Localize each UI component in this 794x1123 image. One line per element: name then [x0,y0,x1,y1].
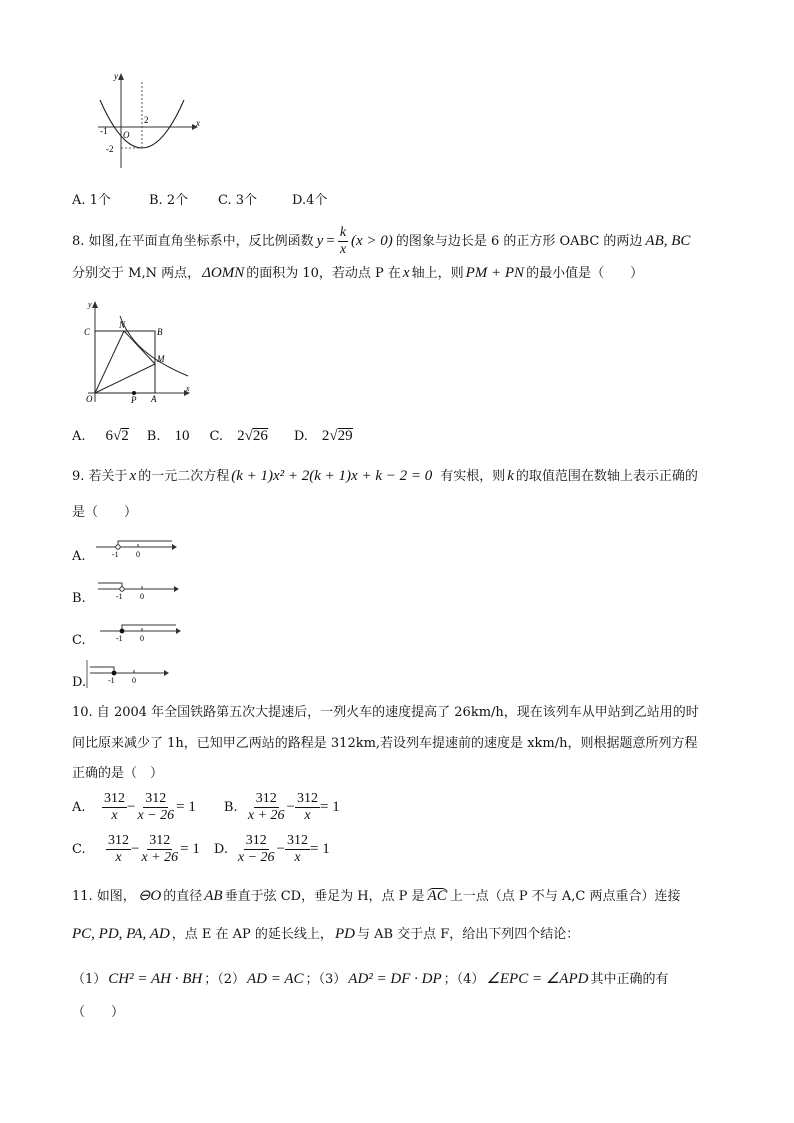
q9-option-b-label: B. [72,591,86,606]
q9-text-b: 的一元二次方程 [138,469,230,484]
q11-c2-label: ；（2） [204,972,245,987]
q11-circle: ⊖O [137,887,162,904]
q8-triangle: ΔOMN [202,265,245,281]
q9-a-zero: 0 [136,550,140,559]
q10-c-d1: x [115,850,122,865]
q10-c-frac1 [106,833,131,866]
q8-fig-c: C [84,327,91,337]
q11-c4-label: ；（4） [443,972,485,987]
q10-d-n2: 312 [287,833,308,848]
q10-d-d2: x [294,850,301,865]
q11-text-b: 的直径 [163,888,203,904]
q10-a-frac1 [102,791,127,824]
q10-c-n2: 312 [149,833,171,848]
q11-paren: （ ） [72,1005,125,1020]
q10-b-label: B. [223,800,238,815]
q9-a-open-dot [116,545,120,549]
q8-options [72,428,353,444]
q8-option-c-coef: 2 [237,427,245,444]
q11-c1: CH² = AH · BH [108,971,203,987]
q9-a-neg1: -1 [112,550,119,559]
q8-option-c-rad: 26 [252,428,268,444]
q9-option-b-numberline [96,580,180,602]
q7-neg2-label: -2 [106,144,114,154]
q9-a-range [118,541,172,547]
q11-line3 [72,972,668,987]
q7-option-c: C. 3个 [218,193,258,208]
q8-fig-b: B [157,327,163,337]
q8-fig-a: A [151,394,157,404]
q8-fig-p: P [131,395,137,405]
q7-origin-label: O [123,130,130,140]
q10-d-frac1 [236,833,277,866]
q10-line3: 正确的是（ ） [72,766,164,781]
q9-var-k: k [507,468,514,484]
q10-option-a [72,791,340,824]
q8-text-c: 分别交于 M,N 两点， [72,266,201,281]
q8-option-d-radical-icon: √ [329,427,338,444]
q7-neg1-label: -1 [100,126,108,136]
q10-a-n2: 312 [145,791,167,806]
q8-func-den: x [339,242,347,257]
q11-c4: ∠EPC = ∠APD [486,971,589,987]
q9-option-c-label: C. [72,633,86,648]
q11-text-c: 垂直于弦 CD，垂足为 H，点 P 是 [224,888,425,904]
q7-y-label: y [114,71,118,81]
q9-b-zero: 0 [140,592,144,601]
q9-d-solid-dot [112,671,117,676]
q9-equation: (k + 1)x² + 2(k + 1)x + k − 2 = 0 [231,468,433,484]
q8-sides: AB, BC [645,233,691,249]
q9-option-c-numberline [98,622,182,644]
q11-text-a: 11. 如图， [72,888,136,904]
q8-text-b: 的图象与边长是 6 的正方形 OABC 的两边 [395,234,643,249]
q10-d-frac2 [285,833,310,866]
q8-text-f: 的最小值是（ ） [526,266,644,281]
q7-y-arrow-icon [118,73,124,80]
q11-c3: AD² = DF · DP [348,971,442,987]
q9-option-d-label: D. [72,675,87,690]
q8-option-a-label: A. [72,428,86,444]
q10-d-rhs: = 1 [310,841,330,857]
q9-text-d: 的取值范围在数轴上表示正确的 [515,469,698,484]
q9-c-neg1: -1 [116,634,123,643]
q9-c-zero: 0 [140,634,144,643]
q8-fig-m: M [157,354,165,364]
q10-c-op: − [131,841,140,857]
q8-segment-om [95,364,155,393]
q10-d-n1: 312 [245,833,267,848]
q9-d-neg1: -1 [108,676,115,685]
q8-square-figure [80,298,195,406]
q10-line1: 10. 自 2004 年全国铁路第五次大提速后，一列火车的速度提高了 26km/h，现在该列车从甲站到乙站用的时 [72,705,699,720]
q11-segments: PC, PD, PA, AD [72,926,170,942]
q8-fig-o: O [86,394,93,404]
q10-d-d1: x − 26 [237,850,275,865]
q10-a-d1: x [111,808,118,823]
q9-option-d-numberline [86,658,170,688]
q10-b-frac2 [295,791,320,824]
q8-y-arrow-icon [92,301,98,308]
q11-text-d: 上一点（点 P 不与 A,C 两点重合）连接 [449,888,681,904]
q10-b-op: − [286,799,295,815]
q10-b-n1: 312 [255,791,277,806]
q11-c1-label: （1） [72,972,107,987]
q8-func-fraction [338,225,348,258]
q8-option-c-radical-icon: √ [244,427,253,444]
q9-d-arrow-icon [164,670,169,676]
q8-line2 [72,266,643,281]
q8-func-num: k [339,225,347,240]
q10-c-n1: 312 [108,833,129,848]
q11-line2 [72,927,579,942]
q8-line1 [72,225,690,258]
q9-line2: 是（ ） [72,505,138,520]
q9-c-range [122,625,176,631]
q10-a-d2: x − 26 [137,808,175,823]
q10-d-op: − [276,841,285,857]
q8-fig-n: N [119,320,126,330]
q10-a-op: − [127,799,136,815]
q9-a-arrow-icon [172,544,177,550]
q9-b-neg1: -1 [116,592,123,601]
q10-c-rhs: = 1 [180,841,200,857]
q9-c-solid-dot [120,629,125,634]
q9-b-range [98,583,122,589]
q9-d-zero: 0 [132,676,136,685]
q8-option-a-rad: 2 [121,428,129,444]
q10-a-rhs: = 1 [176,799,196,815]
q10-b-d1: x + 26 [247,808,285,823]
q8-func-lhs: y [316,233,324,249]
q7-option-a: A. 1个 [72,193,111,208]
q7-option-d: D.4个 [292,193,328,208]
q11-tail: 其中正确的有 [590,972,669,987]
q11-ab: AB [204,887,223,904]
q7-parabola-figure [92,70,202,170]
q8-option-a-radical-icon: √ [113,427,122,444]
q8-func-cond: (x > 0) [351,233,393,249]
q7-two-label: 2 [144,115,149,125]
q8-option-a-coef: 6 [105,427,114,444]
q10-c-d2: x + 26 [141,850,179,865]
q9-text-c: 有实根，则 [440,469,506,484]
q8-text-a: 8. 如图,在平面直角坐标系中，反比例函数 [72,234,314,249]
q11-text-e: ，点 E 在 AP 的延长线上， [171,927,333,942]
q8-equals: = [326,233,335,249]
q9-d-range [90,667,114,673]
q11-text-f: 与 AB 交于点 F，给出下列四个结论： [356,927,580,942]
q7-option-b: B. 2个 [149,193,189,208]
q10-b-d2: x [304,808,311,823]
q8-text-d: 的面积为 10，若动点 P 在 [246,266,401,281]
q10-a-frac2 [135,791,176,824]
q8-hyperbola-curve [120,316,188,376]
q9-option-a-label: A. [72,549,86,564]
q10-line2: 间比原来减少了 1h，已知甲乙两站的路程是 312km,若设列车提速前的速度是 xkm/h，则根据题意所列方程 [72,736,698,751]
q8-option-d-label: D. [293,428,308,444]
q8-option-c-label: C. [209,428,224,444]
q10-option-c [72,833,330,866]
q8-square-oabc [95,331,155,393]
q8-option-b-value: 10 [174,427,190,444]
q11-c3-label: ；（3） [305,972,347,987]
q10-c-label: C. [72,842,86,857]
q9-var-x: x [129,468,137,484]
q8-fig-x: x [186,384,190,393]
q10-c-frac2 [139,833,180,866]
q11-pd: PD [334,926,355,942]
q9-c-arrow-icon [176,628,181,634]
q11-line1 [72,888,680,904]
q8-option-d-rad: 29 [337,428,353,444]
q10-b-frac1 [246,791,287,824]
q11-c2: AD = AC [247,971,304,987]
q9-b-arrow-icon [174,586,179,592]
q10-b-rhs: = 1 [320,799,340,815]
q7-x-label: x [196,118,200,128]
q8-option-b-label: B. [146,428,161,444]
q10-a-label: A. [72,800,86,815]
q9-text-a: 9. 若关于 [72,469,128,484]
q8-expr: PM + PN [465,265,525,281]
q8-axis-x: x [402,265,410,281]
q8-fig-y: y [88,300,92,309]
q8-segment-on [95,331,124,393]
q8-segment-mn [124,331,155,364]
q9-option-a-numberline [94,538,178,560]
q11-arc-ac: AC [427,888,447,904]
q8-text-e: 轴上，则 [411,266,464,281]
q9-line1 [72,469,698,484]
q10-d-label: D. [213,842,228,857]
q9-b-open-dot [120,587,124,591]
q8-option-d-coef: 2 [321,427,330,444]
q10-a-n1: 312 [104,791,125,806]
q10-b-n2: 312 [297,791,318,806]
